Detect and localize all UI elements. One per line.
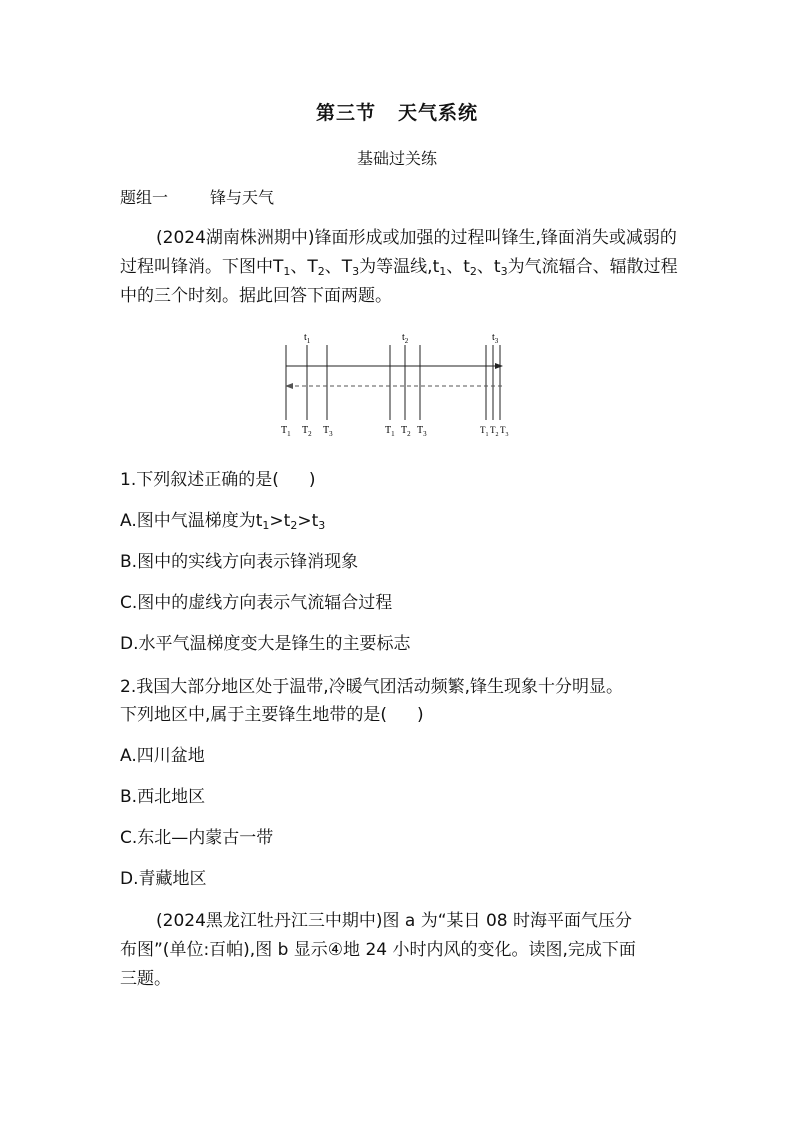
isotherm-label: $T_2$ [302, 425, 312, 438]
isotherm-label: $T_1$ [281, 425, 291, 438]
intro-paragraph-2-line-3: 三题。 [120, 969, 171, 989]
time-label: $t_3$ [492, 332, 499, 345]
group-label: 题组一 [120, 188, 169, 207]
question-1-option-c[interactable]: C.图中的虚线方向表示气流辐合过程 [120, 593, 393, 613]
section-title [0, 98, 794, 125]
section-name: 天气系统 [398, 102, 479, 124]
isotherm-label: $T_3$ [500, 425, 509, 438]
question-1-option-d[interactable]: D.水平气温梯度变大是锋生的主要标志 [120, 634, 411, 654]
intro-paragraph-2-line-2: 布图”(单位:百帕),图 b 显示④地 24 小时内风的变化。读图,完成下面 [120, 940, 636, 960]
question-2-stem-line-1: 2.我国大部分地区处于温带,冷暖气团活动频繁,锋生现象十分明显。 [120, 677, 624, 697]
isotherm-label: $T_1$ [385, 425, 395, 438]
question-1-stem: 1.下列叙述正确的是( ) [120, 470, 316, 490]
intro-paragraph-1: (2024湖南株洲期中)锋面形成或加强的过程叫锋生,锋面消失或减弱的过程叫锋消。下图中$T_1$、$T_2$、$T_3$为等温线$,t_1$、$t_2$、$t_3$为气流辐合、辐散过程中的三个时刻。据此回答下面两题。 [120, 228, 678, 306]
subtitle: 基础过关练 [356, 149, 437, 168]
time-label: $t_1$ [304, 332, 311, 345]
intro-paragraph-2-line-1: (2024黑龙江牡丹江三中期中)图 a 为“某日 08 时海平面气压分 [156, 911, 632, 931]
question-2-option-c[interactable]: C.东北—内蒙古一带 [120, 828, 274, 848]
question-1-option-b[interactable]: B.图中的实线方向表示锋消现象 [120, 552, 359, 572]
question-group-heading [120, 185, 274, 208]
question-2-stem-line-2: 下列地区中,属于主要锋生地带的是( ) [120, 705, 424, 725]
isotherm-figure [270, 328, 530, 443]
isotherm-label: $T_2$ [490, 425, 499, 438]
isotherm-label: $T_2$ [401, 425, 411, 438]
isotherm-label: $T_1$ [480, 425, 489, 438]
question-1-option-a[interactable]: A.图中气温梯度为$t_1>t_2>t_3$ [120, 511, 326, 532]
question-2-option-a[interactable]: A.四川盆地 [120, 746, 205, 766]
isotherm-label: $T_3$ [323, 425, 333, 438]
isotherm-label: $T_3$ [417, 425, 427, 438]
group-topic: 锋与天气 [210, 188, 275, 207]
question-2-option-b[interactable]: B.西北地区 [120, 787, 206, 807]
question-2-option-d[interactable]: D.青藏地区 [120, 869, 207, 889]
time-label: $t_2$ [402, 332, 409, 345]
section-number: 第三节 [315, 102, 376, 124]
